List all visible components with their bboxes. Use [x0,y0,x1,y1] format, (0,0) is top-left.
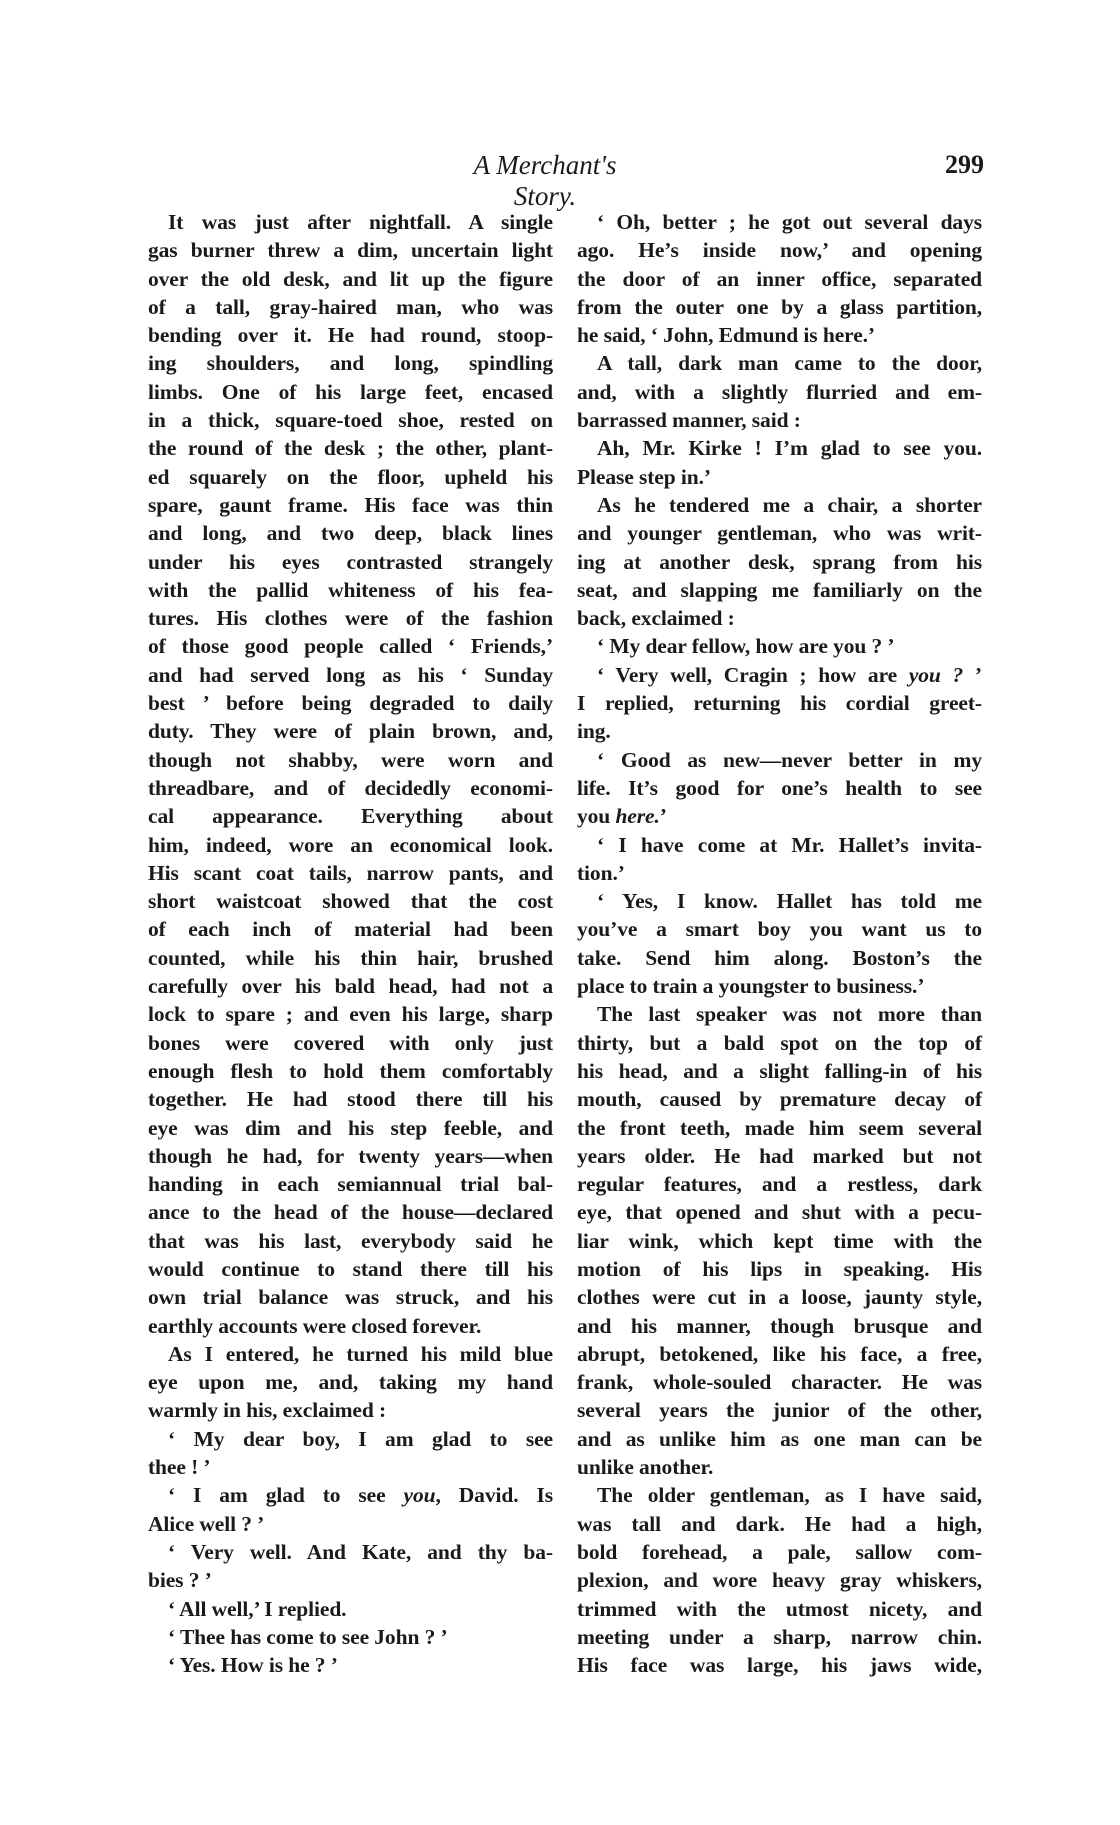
text-line [577,1283,982,1311]
text-segment: Alice well ? ’ [148,1511,265,1536]
text-segment: take. Send him along. Boston’s the [577,945,982,970]
text-segment: years older. He had marked but not [577,1143,982,1168]
text-line [148,293,553,321]
text-segment: ‘ Yes, I know. Hallet has told me [597,889,982,914]
text-segment: that was his last, everybody said he [148,1228,553,1253]
text-segment: ‘ Very well. And Kate, and thy ba- [168,1539,553,1564]
text-line [577,1227,982,1255]
text-line [577,321,982,349]
text-segment: bies ? ’ [148,1568,212,1593]
text-line [577,661,982,689]
text-segment: clothes were cut in a loose, jaunty style, [577,1285,982,1310]
text-line [148,378,553,406]
text-segment: was tall and dark. He had a high, [577,1511,982,1536]
text-segment: and younger gentleman, who was writ- [577,521,982,546]
text-segment: It was just after nightfall. A single [168,210,553,234]
text-line [148,1425,553,1453]
text-line [577,1340,982,1368]
text-line [148,1623,553,1651]
text-segment: ‘ Very well, Cragin ; how are [597,662,909,687]
text-segment: together. He had stood there till his [148,1087,553,1112]
text-line [577,1000,982,1028]
text-segment: carefully over his bald head, had not a [148,974,553,999]
text-line [577,463,982,491]
text-segment: , David. Is [435,1483,553,1508]
text-segment: threadbare, and of decidedly economi- [148,775,553,800]
text-line [148,859,553,887]
text-line [148,972,553,1000]
page-number: 299 [945,150,984,179]
text-line [577,1396,982,1424]
text-segment: warmly in his, exclaimed : [148,1398,387,1423]
text-segment: cal appearance. Everything about [148,804,553,829]
text-segment: and his manner, though brusque and [577,1313,982,1338]
text-segment: and had served long as his ‘ Sunday [148,662,553,687]
text-line [577,632,982,660]
text-segment: the door of an inner office, separated [577,266,982,291]
text-line [148,519,553,547]
text-segment: own trial balance was struck, and his [148,1285,553,1310]
text-line [577,349,982,377]
text-segment: him, indeed, wore an economical look. [148,832,553,857]
text-segment: the round of the desk ; the other, plant- [148,436,553,461]
text-line [148,1114,553,1142]
text-segment: and as unlike him as one man can be [577,1426,982,1451]
text-line [577,887,982,915]
text-line [148,1255,553,1283]
text-line [148,1510,553,1538]
text-line [148,887,553,915]
text-line [148,746,553,774]
text-segment: unlike another. [577,1455,714,1480]
text-segment: ing. [577,719,611,744]
text-segment: His scant coat tails, narrow pants, and [148,860,553,885]
text-segment: barrassed manner, said : [577,408,801,433]
text-segment: seat, and slapping me familiarly on the [577,577,982,602]
text-segment: duty. They were of plain brown, and, [148,719,553,744]
text-segment: motion of his lips in speaking. His [577,1256,982,1281]
text-line [148,831,553,859]
text-segment: his head, and a slight falling-in of his [577,1058,982,1083]
text-line [148,349,553,377]
text-line [148,1651,553,1679]
text-line [577,1510,982,1538]
text-line [577,491,982,519]
text-segment: enough flesh to hold them comfortably [148,1058,553,1083]
text-line [148,406,553,434]
text-segment: eye upon me, and, taking my hand [148,1370,553,1395]
text-segment: short waistcoat showed that the cost [148,889,553,914]
text-segment: of a tall, gray-haired man, who was [148,294,553,319]
text-segment: liar wink, which kept time with the [577,1228,982,1253]
text-line [577,717,982,745]
text-segment: abrupt, betokened, like his face, a free, [577,1341,982,1366]
text-segment: ‘ I have come at Mr. Hallet’s invita- [597,832,982,857]
text-line [577,406,982,434]
text-line [577,1114,982,1142]
text-line [148,576,553,604]
text-segment: I replied, returning his cordial greet- [577,691,982,716]
text-segment: limbs. One of his large feet, encased [148,379,553,404]
text-segment: you [577,804,616,829]
text-line [577,378,982,406]
text-line [577,1029,982,1057]
text-segment: Ah, Mr. Kirke ! I’m glad to see you. [597,436,982,461]
text-segment: from the outer one by a glass partition, [577,294,982,319]
text-segment: As I entered, he turned his mild blue [168,1341,553,1366]
text-segment: tion.’ [577,860,625,885]
text-segment: would continue to stand there till his [148,1256,553,1281]
text-line [148,661,553,689]
text-segment: and long, and two deep, black lines [148,521,553,546]
text-line [148,548,553,576]
text-segment: The older gentleman, as I have said, [597,1483,982,1508]
text-line [148,1312,553,1340]
text-segment: and, with a slightly flurried and em- [577,379,982,404]
text-segment: spare, gaunt frame. His face was thin [148,492,553,517]
text-line [577,972,982,1000]
text-line [148,1481,553,1509]
text-line [148,604,553,632]
text-line [148,1227,553,1255]
text-segment: regular features, and a restless, dark [577,1172,982,1197]
text-line [577,1142,982,1170]
text-line [148,1453,553,1481]
text-segment: counted, while his thin hair, brushed [148,945,553,970]
text-line [577,1538,982,1566]
text-segment: ‘ All well,’ I replied. [168,1596,347,1621]
text-line [577,1170,982,1198]
text-line [577,1085,982,1113]
text-line [148,717,553,745]
text-segment: ’ [963,662,982,687]
text-segment: the front teeth, made him seem several [577,1115,982,1140]
text-line [148,915,553,943]
text-line [577,831,982,859]
text-line [148,802,553,830]
text-segment: plexion, and wore heavy gray whiskers, [577,1568,982,1593]
text-segment: ance to the head of the house—declared [148,1200,553,1225]
text-line [577,1623,982,1651]
text-line [148,491,553,519]
text-line [577,208,982,236]
text-line [577,1651,982,1679]
text-segment: The last speaker was not more than [597,1002,982,1027]
text-segment: eye, that opened and shut with a pecu- [577,1200,982,1225]
text-segment: lock to spare ; and even his large, sharp [148,1002,553,1027]
text-line [148,1595,553,1623]
text-line [577,774,982,802]
text-segment: meeting under a sharp, narrow chin. [577,1624,982,1649]
text-segment: several years the junior of the other, [577,1398,982,1423]
text-line [577,1425,982,1453]
text-line [148,1566,553,1594]
text-line [148,1538,553,1566]
text-line [577,604,982,632]
text-line [577,859,982,887]
text-line [148,265,553,293]
text-segment: here. [615,804,660,829]
text-line [148,1396,553,1424]
text-line [577,1595,982,1623]
text-line [148,463,553,491]
text-line [148,774,553,802]
running-title: A Merchant's Story. [473,150,617,211]
text-line [148,632,553,660]
text-segment: in a thick, square-toed shoe, rested on [148,408,553,433]
text-line [148,1057,553,1085]
text-line [577,1198,982,1226]
text-line [577,519,982,547]
text-line [577,802,982,830]
text-segment: thirty, but a bald spot on the top of [577,1030,982,1055]
text-line [577,1312,982,1340]
text-line [148,1085,553,1113]
text-line [577,689,982,717]
text-line [577,1481,982,1509]
text-line [148,689,553,717]
text-segment: eye was dim and his step feeble, and [148,1115,553,1140]
text-segment: ed squarely on the floor, upheld his [148,464,553,489]
text-segment: ’ [659,804,667,829]
text-segment: of each inch of material had been [148,917,553,942]
text-line [148,1142,553,1170]
text-line [148,944,553,972]
text-segment: back, exclaimed : [577,606,735,631]
text-line [577,548,982,576]
text-segment: Please step in.’ [577,464,711,489]
text-segment: ‘ Yes. How is he ? ’ [168,1653,338,1678]
text-line [148,236,553,264]
text-segment: As he tendered me a chair, a shorter [597,492,982,517]
text-segment: over the old desk, and lit up the figure [148,266,553,291]
text-segment: ‘ My dear boy, I am glad to see [168,1426,553,1451]
text-segment: gas burner threw a dim, uncertain light [148,238,553,263]
text-segment: ing at another desk, sprang from his [577,549,982,574]
text-line [577,1566,982,1594]
text-segment: under his eyes contrasted strangely [148,549,553,574]
text-segment: handing in each semiannual trial bal- [148,1172,553,1197]
text-segment: with the pallid whiteness of his fea- [148,577,553,602]
text-segment: place to train a youngster to business.’ [577,974,925,999]
text-line [148,321,553,349]
text-segment: you’ve a smart boy you want us to [577,917,982,942]
text-segment: though he had, for twenty years—when [148,1143,553,1168]
text-line [577,293,982,321]
text-segment: ‘ My dear fellow, how are you ? ’ [597,634,895,659]
text-line [577,1453,982,1481]
text-segment: tures. His clothes were of the fashion [148,606,553,631]
text-line [577,265,982,293]
text-line [577,576,982,604]
right-column [577,208,982,1679]
text-segment: thee ! ’ [148,1455,211,1480]
text-segment: earthly accounts were closed forever. [148,1313,482,1338]
text-segment: ‘ I am glad to see [168,1483,404,1508]
text-segment: of those good people called ‘ Friends,’ [148,634,553,659]
text-line [148,1283,553,1311]
text-segment: bending over it. He had round, stoop- [148,323,553,348]
text-segment: life. It’s good for one’s health to see [577,775,982,800]
text-line [577,944,982,972]
left-column [148,208,553,1679]
text-line [148,434,553,462]
text-segment: frank, whole-souled character. He was [577,1370,982,1395]
text-segment: ing shoulders, and long, spindling [148,351,553,376]
text-segment: ago. He’s inside now,’ and opening [577,238,982,263]
text-line [148,1029,553,1057]
text-segment: ‘ Thee has come to see John ? ’ [168,1624,448,1649]
text-segment: mouth, caused by premature decay of [577,1087,982,1112]
text-segment: trimmed with the utmost nicety, and [577,1596,982,1621]
text-line [148,1368,553,1396]
text-segment: ‘ Good as new—never better in my [597,747,982,772]
text-line [577,236,982,264]
text-segment: A tall, dark man came to the door, [597,351,982,376]
text-segment: you [403,1483,436,1508]
text-line [148,1198,553,1226]
text-segment: ‘ Oh, better ; he got out several days [597,210,982,234]
text-segment: though not shabby, were worn and [148,747,553,772]
text-segment: bold forehead, a pale, sallow com- [577,1539,982,1564]
text-line [577,746,982,774]
text-line [577,1255,982,1283]
text-line [148,1340,553,1368]
text-segment: His face was large, his jaws wide, [577,1653,982,1678]
text-segment: you ? [908,662,964,687]
text-line [148,208,553,236]
text-line [577,1057,982,1085]
text-line [148,1170,553,1198]
text-line [577,434,982,462]
text-segment: best ’ before being degraded to daily [148,691,553,716]
text-line [577,1368,982,1396]
text-line [148,1000,553,1028]
text-segment: he said, ‘ John, Edmund is here.’ [577,323,875,348]
text-segment: bones were covered with only just [148,1030,553,1055]
running-head [0,150,1120,211]
text-line [577,915,982,943]
